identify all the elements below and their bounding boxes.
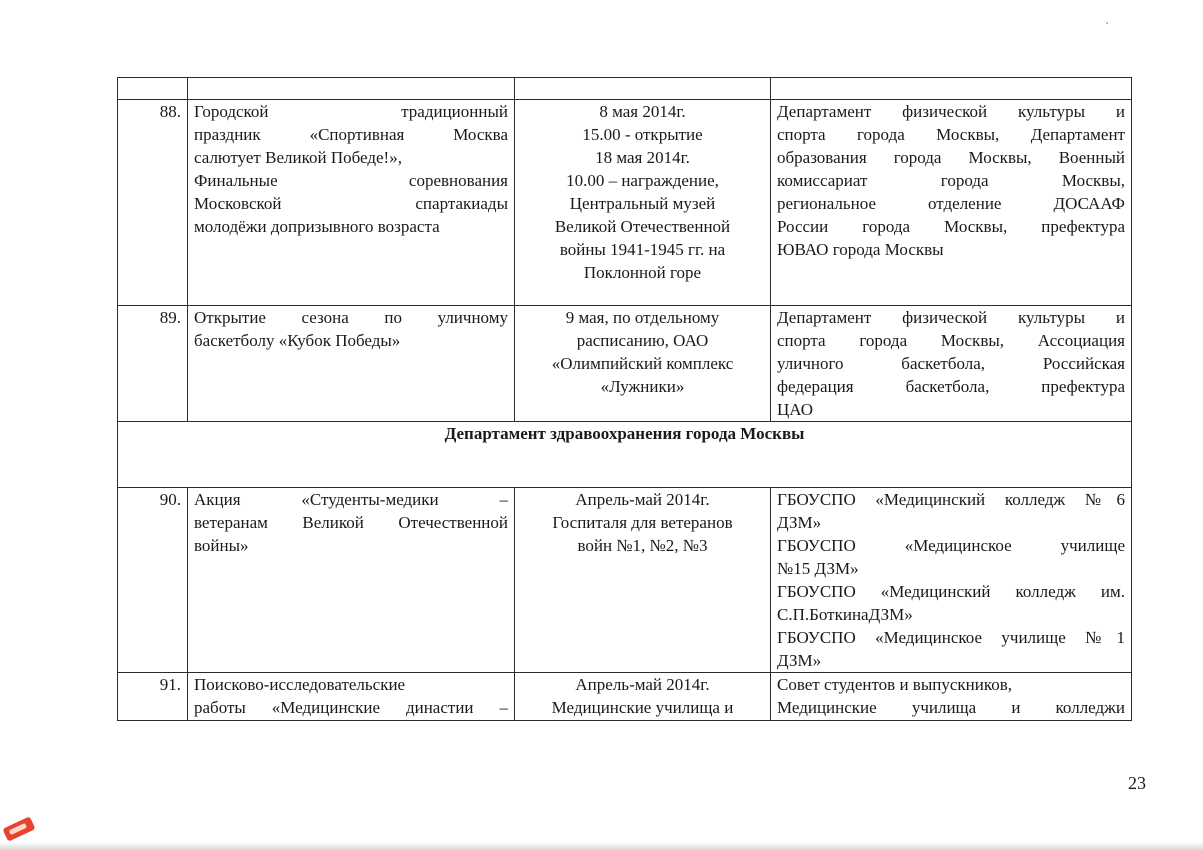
event-name: Акция «Студенты-медики – ветеранам Великой Отечественной войны» [188,488,515,673]
corner-logo-icon [2,816,35,841]
row-number: 91. [118,673,188,721]
event-name: Поисково-исследовательские работы «Медицинские династии – [188,673,515,721]
event-organizers: Департамент физической культуры и спорта города Москвы, Ассоциация уличного баскетбола, Российская федерация баскетбола, префектура ЦАО [771,306,1132,422]
event-organizers: Департамент физической культуры и спорта города Москвы, Департамент образования города Москвы, Военный комиссариат города Москвы, региональное отделение ДОСААФ России города Москвы, префектура ЮВАО города Москвы [771,100,1132,306]
event-name: Открытие сезона по уличному баскетболу «Кубок Победы» [188,306,515,422]
page-edge-shadow [0,842,1203,850]
table-row [118,306,1132,422]
event-date-place: Апрель-май 2014г. Медицинские училища и [515,673,771,721]
table-row [118,100,1132,306]
event-name: Городской традиционный праздник «Спортивная Москва салютует Великой Победе!», Финальные соревнования Московской спартакиады молодёжи допризывного возраста [188,100,515,306]
scan-speck [1106,22,1108,24]
row-number: 88. [118,100,188,306]
table-row [118,673,1132,721]
page-number: 23 [1128,773,1146,793]
table-row [118,488,1132,673]
section-title: Департамент здравоохранения города Москвы [118,422,1132,488]
event-organizers: ГБОУСПО «Медицинский колледж №6 ДЗМ» ГБОУСПО «Медицинское училище №15 ДЗМ» ГБОУСПО «Медицинский колледж им. С.П.БоткинаДЗМ» ГБОУСПО «Медицинское училище №1 ДЗМ» [771,488,1132,673]
events-table [117,77,1132,721]
row-number: 89. [118,306,188,422]
row-number: 90. [118,488,188,673]
event-date-place: 8 мая 2014г. 15.00 - открытие 18 мая 2014г. 10.00 – награждение, Центральный музей Великой Отечественной войны 1941-1945 гг. на Поклонной горе [515,100,771,306]
table-top-row [118,78,1132,100]
section-row [118,422,1132,488]
event-date-place: 9 мая, по отдельному расписанию, ОАО «Олимпийский комплекс «Лужники» [515,306,771,422]
event-date-place: Апрель-май 2014г. Госпиталя для ветеранов войн №1, №2, №3 [515,488,771,673]
event-organizers: Совет студентов и выпускников, Медицинские училища и колледжи [771,673,1132,721]
